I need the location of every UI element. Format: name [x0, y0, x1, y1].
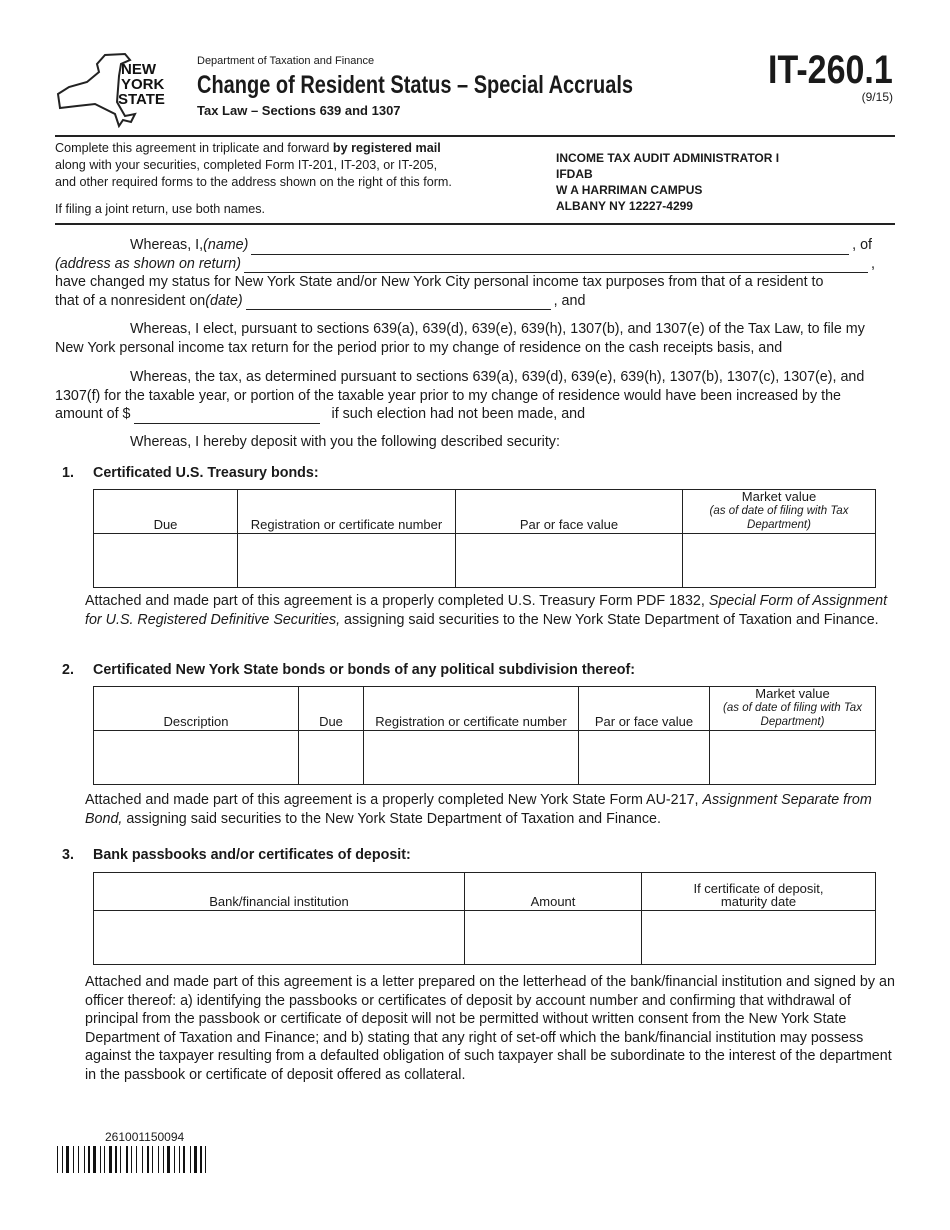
instructions-text: and other required forms to the address shown on the right of this form. [55, 175, 452, 189]
divider [55, 223, 895, 225]
svg-text:NEW: NEW [121, 61, 156, 78]
barcode-bar [158, 1146, 159, 1173]
barcode-bar [167, 1146, 170, 1173]
whereas-text: that of a nonresident on [55, 292, 206, 309]
section-3-note: Attached and made part of this agreement is a letter prepared on the letterhead of the bank/financial institution and signed by an officer thereof: a) identifying the passbooks or certificates of deposit by account number and confirming that withdrawal of principal from the passbook or certificate of deposit will not be permitted without written consent from the New York State Department of Taxation and Finance; and b) stating that any right of set-off which the bank/financial institution may possess against the taxpayer resulting from a defaulted obligation of such taxpayer shall be subordinate to the interest of the department in the passbook or certificate of deposit offered as collateral. [85, 974, 895, 1083]
treasury-bonds-table [93, 489, 876, 588]
barcode-bar [66, 1146, 69, 1173]
whereas-text: amount of $ [55, 406, 131, 422]
address-line: IFDAB [556, 167, 593, 181]
due-cell[interactable] [299, 731, 364, 785]
instructions [55, 140, 535, 218]
joint-return-note: If filing a joint return, use both names. [55, 202, 266, 216]
par-value-cell[interactable] [456, 534, 683, 588]
barcode-bar [115, 1146, 117, 1173]
section-1-number: 1. [62, 465, 74, 481]
barcode-bar [100, 1146, 101, 1173]
whereas-status-change [55, 236, 895, 310]
column-note: (as of date of filing with Tax Department) [723, 702, 862, 728]
name-label: (name) [203, 237, 249, 253]
new-york-state-outline-icon [55, 52, 180, 128]
note-form-title: Assignment Separate from Bond, [85, 792, 872, 827]
column-header: Description [94, 687, 299, 731]
section-1-heading: Certificated U.S. Treasury bonds: [93, 465, 319, 481]
column-header-market-value [683, 490, 876, 534]
whereas-text: New York personal income tax return for the period prior to my change of residence on the cash receipts basis, and [55, 339, 783, 356]
barcode [57, 1146, 247, 1173]
table-row [94, 911, 876, 965]
barcode-bar [88, 1146, 90, 1173]
note-text: assigning said securities to the New York State Department of Taxation and Finance. [340, 611, 879, 628]
column-header: Due [299, 687, 364, 731]
amount-field[interactable] [134, 409, 320, 424]
table-header-row [94, 873, 876, 911]
barcode-bar [84, 1146, 85, 1173]
barcode-bar [57, 1146, 58, 1173]
barcode-bar [174, 1146, 175, 1173]
note-text: assigning said securities to the New York State Department of Taxation and Finance. [122, 810, 661, 827]
section-2-note [85, 791, 897, 828]
address-field[interactable] [244, 258, 868, 273]
barcode-bar [183, 1146, 185, 1173]
column-header: Due [94, 490, 238, 534]
barcode-bar [126, 1146, 128, 1173]
address-line: INCOME TAX AUDIT ADMINISTRATOR I [556, 151, 780, 165]
registration-cell[interactable] [238, 534, 456, 588]
column-note: (as of date of filing with Tax Department) [709, 505, 849, 531]
column-header: Market value [741, 489, 817, 504]
barcode-bar [131, 1146, 132, 1173]
address-line: W A HARRIMAN CAMPUS [556, 183, 703, 197]
whereas-text: 1307(f) for the taxable year, or portion of the taxable year prior to my change of residence would have been increased by the [55, 387, 842, 404]
date-label: (date) [205, 292, 243, 309]
address-label: (address as shown on return) [55, 255, 241, 272]
description-cell[interactable] [94, 731, 299, 785]
whereas-text: have changed my status for New York State and/or New York City personal income tax purposes from that of a resident to [55, 274, 824, 290]
par-value-cell[interactable] [579, 731, 710, 785]
barcode-bar [62, 1146, 63, 1173]
registration-cell[interactable] [364, 731, 579, 785]
note-form-title: Special Form of Assignment for U.S. Registered Definitive Securities, [85, 593, 888, 628]
market-value-cell[interactable] [683, 534, 876, 588]
table-row [94, 731, 876, 785]
instructions-text: Complete this agreement in triplicate and forward [55, 141, 333, 155]
due-cell[interactable] [94, 534, 238, 588]
section-2-heading: Certificated New York State bonds or bonds of any political subdivision thereof: [93, 662, 636, 678]
address-line: ALBANY NY 12227-4299 [556, 199, 693, 213]
mailing-address [556, 150, 779, 214]
column-header: If certificate of deposit, maturity date [642, 873, 876, 911]
table-row [94, 534, 876, 588]
whereas-text: if such election had not been made, and [331, 406, 586, 422]
barcode-bar [163, 1146, 164, 1173]
divider [55, 135, 895, 137]
barcode-bar [179, 1146, 180, 1173]
section-1-note [85, 592, 897, 629]
name-field[interactable] [251, 240, 849, 255]
column-header: Market value [755, 686, 830, 701]
maturity-date-cell[interactable] [642, 911, 876, 965]
svg-text:STATE: STATE [118, 91, 165, 108]
form-subtitle: Tax Law – Sections 639 and 1307 [197, 103, 401, 118]
date-field[interactable] [246, 295, 551, 310]
column-header-market-value [710, 687, 876, 731]
whereas-text: Whereas, I, [130, 237, 204, 253]
whereas-text: Whereas, the tax, as determined pursuant to sections 639(a), 639(d), 639(e), 639(h), 1307(b), 1307(c), 1307(e), and [130, 369, 865, 385]
nys-bonds-table [93, 686, 876, 785]
barcode-bar [73, 1146, 74, 1173]
section-3-number: 3. [62, 847, 74, 863]
section-3-heading: Bank passbooks and/or certificates of deposit: [93, 847, 411, 863]
whereas-text: , and [553, 292, 586, 309]
barcode-bar [104, 1146, 105, 1173]
nys-logo [55, 52, 180, 128]
barcode-bar [109, 1146, 112, 1173]
whereas-deposit: Whereas, I hereby deposit with you the following described security: [130, 434, 560, 450]
barcode-bar [147, 1146, 149, 1173]
note-text: Attached and made part of this agreement is a properly completed New York State Form AU-217, [85, 792, 703, 808]
whereas-text: , [871, 255, 875, 272]
column-header: Bank/financial institution [94, 873, 465, 911]
column-header: Registration or certificate number [364, 687, 579, 731]
barcode-bar [190, 1146, 191, 1173]
column-header: Amount [465, 873, 642, 911]
institution-cell[interactable] [94, 911, 465, 965]
barcode-bar [136, 1146, 137, 1173]
barcode-bar [78, 1146, 79, 1173]
form-title: Change of Resident Status – Special Accruals [197, 71, 634, 99]
market-value-cell[interactable] [710, 731, 876, 785]
barcode-bar [200, 1146, 202, 1173]
amount-cell[interactable] [465, 911, 642, 965]
column-header: Par or face value [579, 687, 710, 731]
barcode-bar [205, 1146, 206, 1173]
barcode-bar [194, 1146, 197, 1173]
table-header-row [94, 687, 876, 731]
column-header: Par or face value [456, 490, 683, 534]
section-2-number: 2. [62, 662, 74, 678]
note-text: Attached and made part of this agreement is a properly completed U.S. Treasury Form PDF 1832, [85, 593, 709, 609]
whereas-election [55, 320, 895, 357]
barcode-bar [120, 1146, 121, 1173]
barcode-bar [152, 1146, 153, 1173]
barcode-bar [93, 1146, 96, 1173]
whereas-text: Whereas, I elect, pursuant to sections 639(a), 639(d), 639(e), 639(h), 1307(b), and 1307(e) of the Tax Law, to file my [130, 321, 865, 337]
instructions-text: along with your securities, completed Form IT-201, IT-203, or IT-205, [55, 158, 438, 172]
whereas-text: , of [852, 237, 872, 253]
bank-deposits-table [93, 872, 876, 965]
barcode-bar [142, 1146, 143, 1173]
form-number: IT-260.1 [768, 48, 893, 92]
table-header-row [94, 490, 876, 534]
svg-text:YORK: YORK [121, 76, 165, 93]
whereas-tax-amount [55, 368, 895, 424]
column-header: Registration or certificate number [238, 490, 456, 534]
barcode-number: 261001150094 [105, 1130, 185, 1144]
instructions-emphasis: by registered mail [332, 141, 441, 155]
department-name: Department of Taxation and Finance [197, 55, 375, 67]
form-revision: (9/15) [861, 90, 893, 104]
